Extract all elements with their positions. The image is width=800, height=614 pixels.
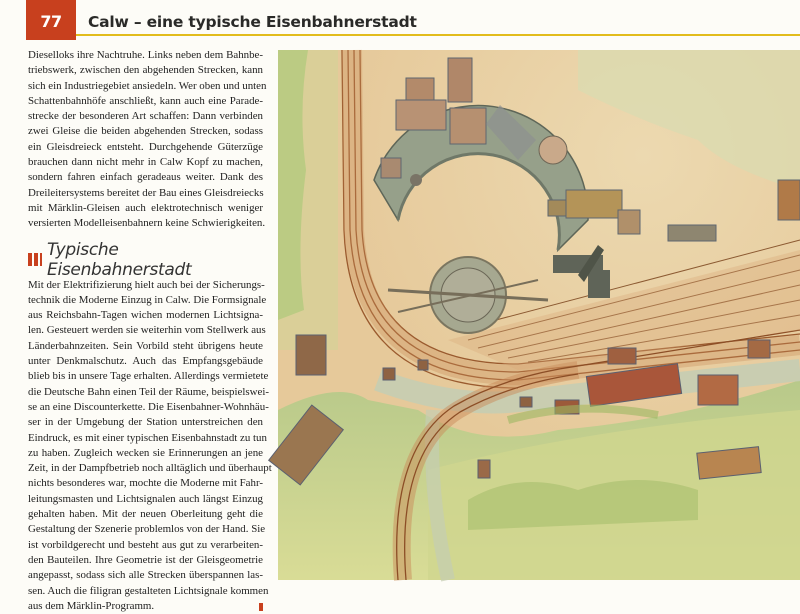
text-line: versierten Modelleisenbahnern keine Schwierigkeiten. [28,217,266,230]
text-line: triebswerk, zwischen den abgehenden Strecken, kann [28,64,263,77]
text-line: ist vorbildgerecht und besteht aus gut zu verarbeiten- [28,538,263,551]
intro-paragraph [28,48,267,232]
text-line: zwei Gleise die beiden abgehenden Strecken, sodass [28,125,263,138]
text-line: technik die Moderne Einzug in Calw. Die Formsignale [28,293,267,306]
text-line: zu haben. Zugleich wecken sie Erinnerungen an jene [28,446,263,459]
text-column [28,48,272,614]
text-line: angepasst, sodass sich alle Strecken überspannen las- [28,569,263,582]
text-line: die Deutsche Bahn einen Teil der Räume, beispielswei- [28,385,269,398]
text-line: strecke der besonderen Art schaffen: Dann verbinden [28,110,263,123]
text-line: leitungsmasten und Lichtsignalen auch längst Einzug [28,492,263,505]
section-paragraph [28,278,272,614]
text-line: blieb bis in unsere Tage erhalten. Allerdings vermietete [28,370,269,383]
text-line: aus Reichsbahn-Tagen wichen modernen Lichtsigna- [28,309,263,322]
text-line: len. Gesteuert werden sie weiterhin vom Stellwerk aus [28,324,266,337]
text-line: den Bauteilen. Ihre Geometrie ist der Gleisgeometrie [28,553,263,566]
text-line: sondern fahren einfach geradeaus weiter. Dank des [28,171,263,184]
text-line: Zeit, in der Dampfbetrieb noch alltäglich und überhaupt [28,462,272,475]
text-line: Dieselloks ihre Nachtruhe. Links neben dem Bahnbe- [28,49,263,61]
text-line: ser in der Umgebung der Station unterstreichen den [28,416,263,429]
text-line: gehalten haben. Mit der neuen Oberleitung geht die [28,508,263,521]
station-illustration [278,50,800,580]
text-line: mit Märklin-Gleisen auch elektrotechnisch weniger [28,201,263,214]
heading-marker-icon [28,253,42,266]
text-line: Mit der Elektrifizierung hielt auch bei der Sicherungs- [28,278,265,291]
text-line: Länderbahnzeiten. Sein Vorbild steht übrigens heute [28,339,263,352]
section-heading [28,239,263,280]
end-of-article-marker [259,603,263,611]
text-line: unter Denkmalschutz. Auch das Empfangsgebäude [28,355,263,368]
running-title: Calw – eine typische Eisenbahnerstadt [88,13,417,31]
header-rule [76,34,800,36]
text-line: ein Gleisdreieck entsteht. Durchgehende Güterzüge [28,140,263,153]
text-line: Dreileitersystems bereitet der Bau eines Gleisdreiecks [28,186,264,199]
text-line: Gestaltung der Szenerie problemlos von der Hand. Sie [28,523,266,536]
text-line: brauchen dann nicht mehr in Calw Kopf zu machen, [28,156,263,169]
page-number: 77 [40,12,62,31]
page-number-badge [26,0,76,40]
text-line: se an eine Discounterkette. Die Eisenbahner-Wohnhäu- [28,400,269,413]
text-line: Eindruck, es mit einer typischen Eisenbahnstadt zu tun [28,431,267,444]
section-heading-text: Typische Eisenbahnerstadt [47,239,192,280]
text-line: Schattenbahnhöfe anschließt, kann auch eine Parade- [28,94,263,107]
text-line: sich ein Industriegebiet ansiedeln. Wer oben und unten [28,79,267,92]
text-line: nichts besonderes war, mochte die Moderne mit Fahr- [28,477,263,490]
text-line: sen. Auch die filigran gestalteten Lichtsignale kommen [28,584,269,597]
text-line: aus dem Märklin-Programm. [28,599,263,614]
